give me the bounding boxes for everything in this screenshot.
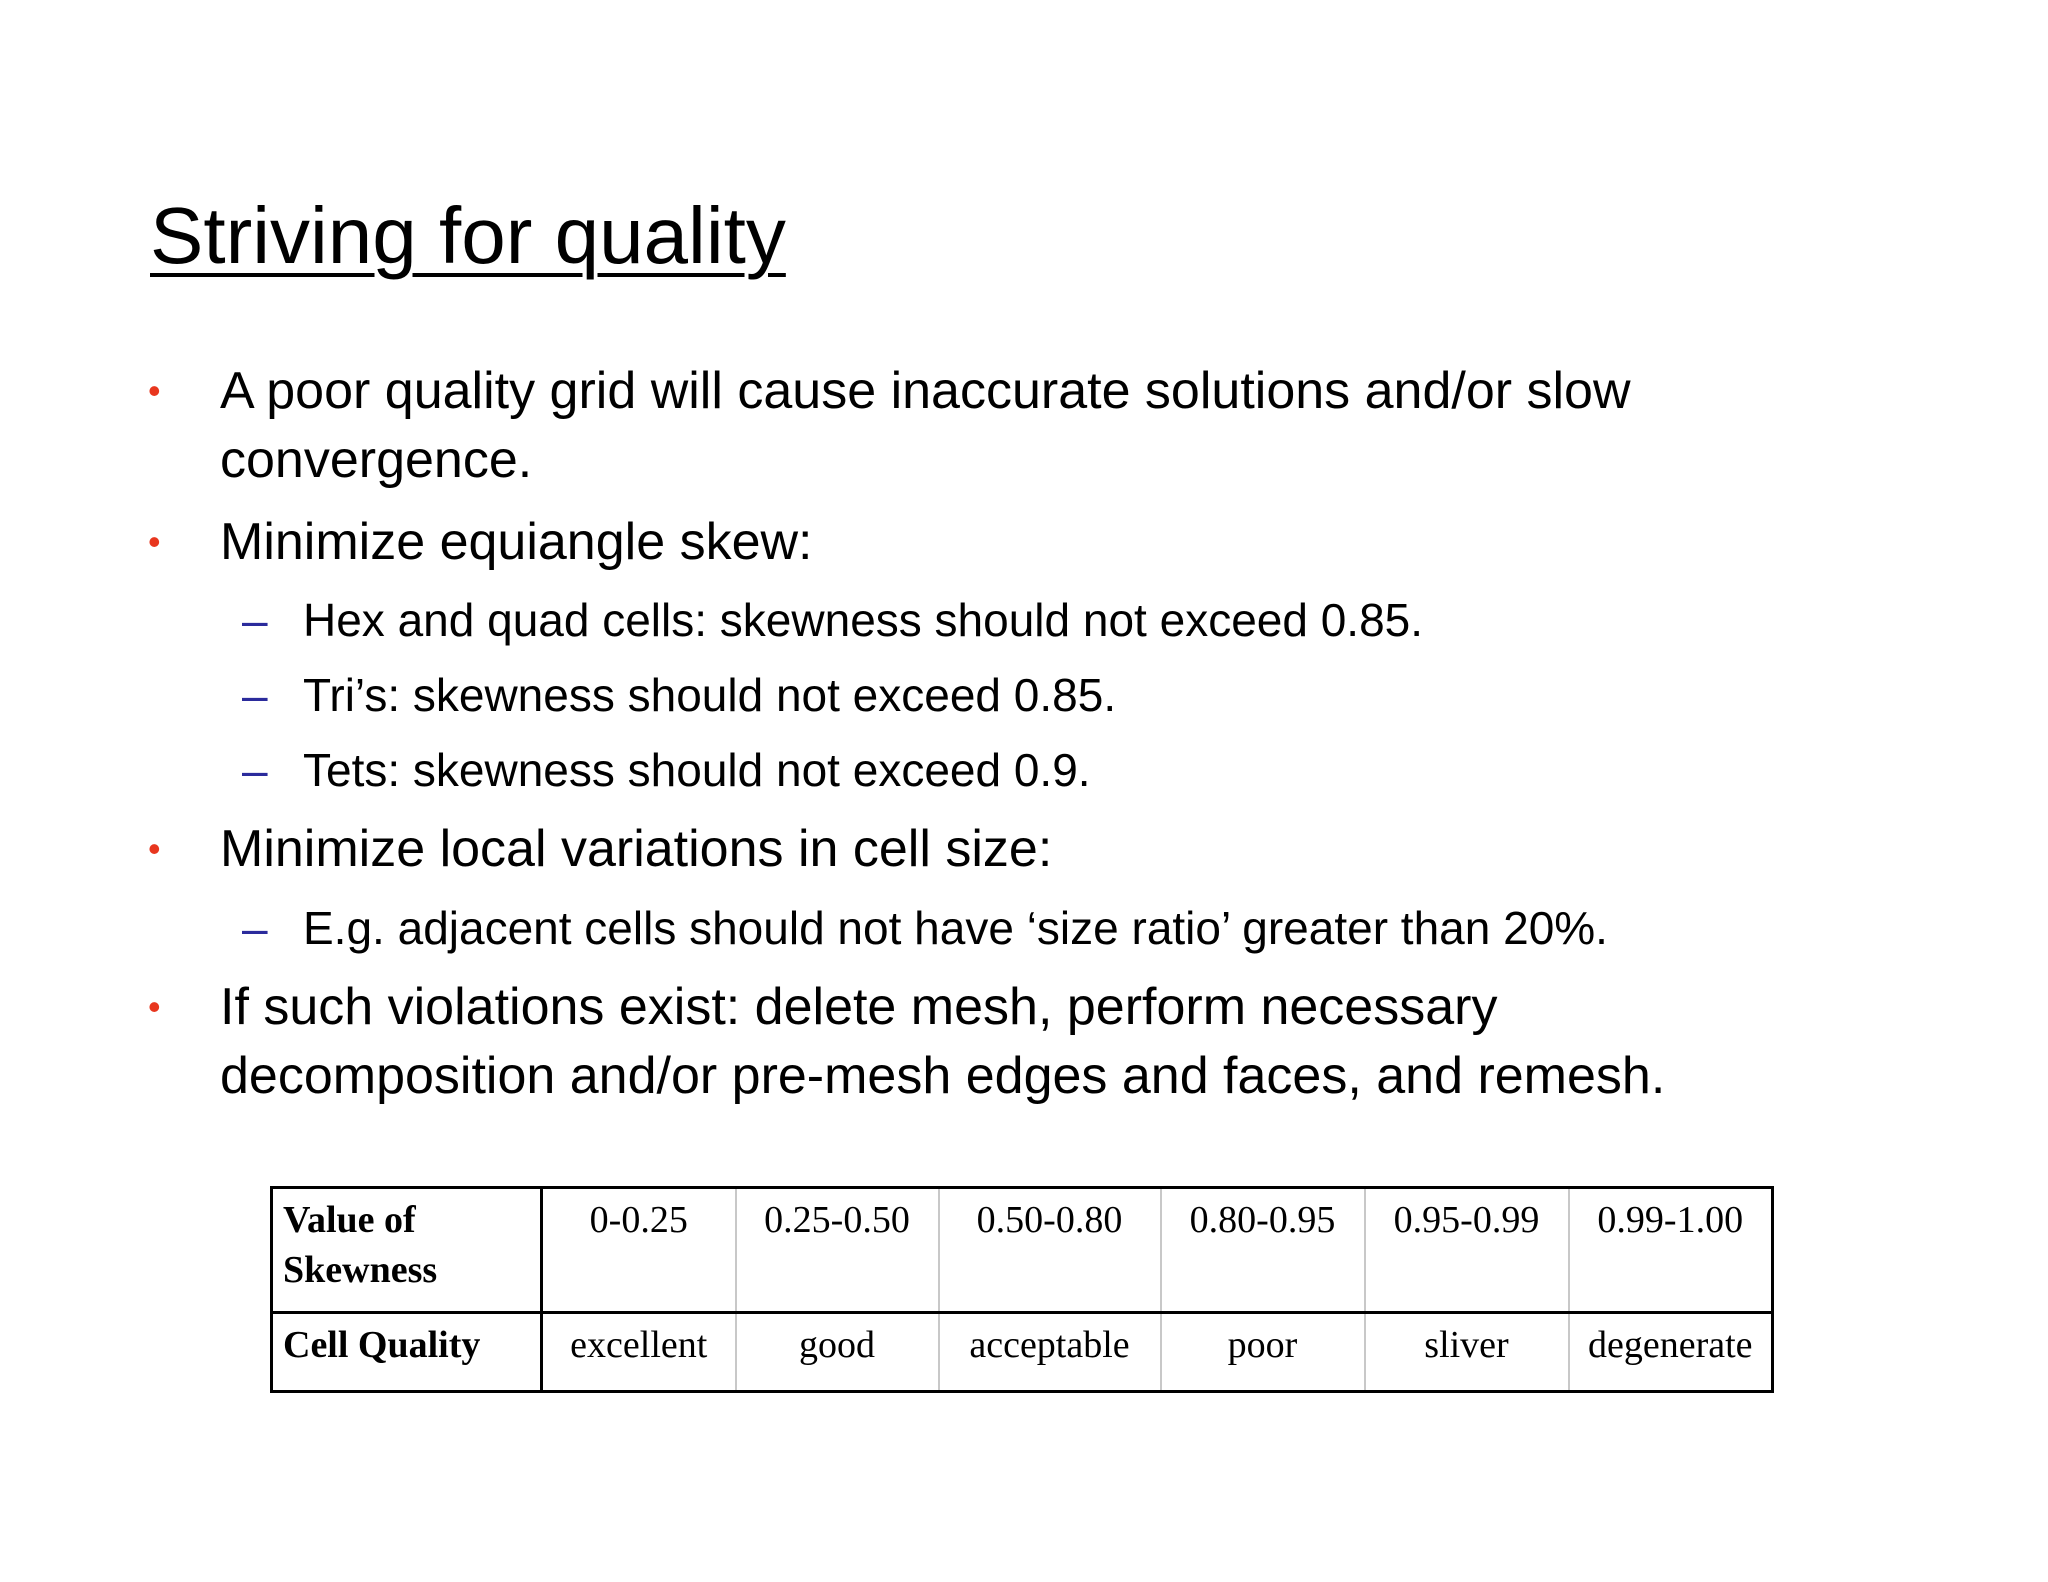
cell-quality-cell: sliver [1365,1313,1569,1392]
skewness-range-cell: 0-0.25 [542,1188,736,1313]
skewness-range-cell: 0.25-0.50 [736,1188,939,1313]
bullet-marker: • [148,370,161,411]
skewness-range-cell: 0.80-0.95 [1161,1188,1365,1313]
cell-quality-row [272,1313,1773,1392]
bullet-marker: • [148,521,161,562]
skewness-range-cell: 0.99-1.00 [1569,1188,1773,1313]
bullet-text: Minimize local variations in cell size: [220,820,1053,878]
sub-bullet-text: E.g. adjacent cells should not have ‘size ratio’ greater than 20%. [303,902,1608,954]
slide-title: Striving for quality [150,191,786,280]
bullet-text: convergence. [220,431,533,489]
cell-quality-cell: poor [1161,1313,1365,1392]
bullet-text: If such violations exist: delete mesh, perform necessary [220,978,1498,1036]
bullet-text: decomposition and/or pre-mesh edges and faces, and remesh. [220,1047,1666,1105]
sub-bullet-marker: – [242,902,268,954]
bullet-marker: • [148,828,161,869]
bullet-marker: • [148,986,161,1027]
cell-quality-cell: good [736,1313,939,1392]
sub-bullet-text: Tri’s: skewness should not exceed 0.85. [303,669,1117,721]
sub-bullet-text: Tets: skewness should not exceed 0.9. [303,744,1091,796]
sub-bullet-marker: – [242,744,268,796]
sub-bullet-marker: – [242,669,268,721]
cell-quality-cell: degenerate [1569,1313,1773,1392]
row-header-cell-quality: Cell Quality [272,1313,542,1392]
sub-bullet-marker: – [242,594,268,646]
sub-bullet-text: Hex and quad cells: skewness should not exceed 0.85. [303,594,1424,646]
bullet-text: Minimize equiangle skew: [220,513,813,571]
cell-quality-cell: excellent [542,1313,736,1392]
skewness-range-cell: 0.50-0.80 [939,1188,1161,1313]
bullet-text: A poor quality grid will cause inaccurate solutions and/or slow [220,362,1631,420]
skewness-row [272,1188,1773,1313]
skewness-quality-table [270,1186,1774,1393]
cell-quality-cell: acceptable [939,1313,1161,1392]
row-header-skewness: Value of Skewness [272,1188,542,1313]
skewness-range-cell: 0.95-0.99 [1365,1188,1569,1313]
